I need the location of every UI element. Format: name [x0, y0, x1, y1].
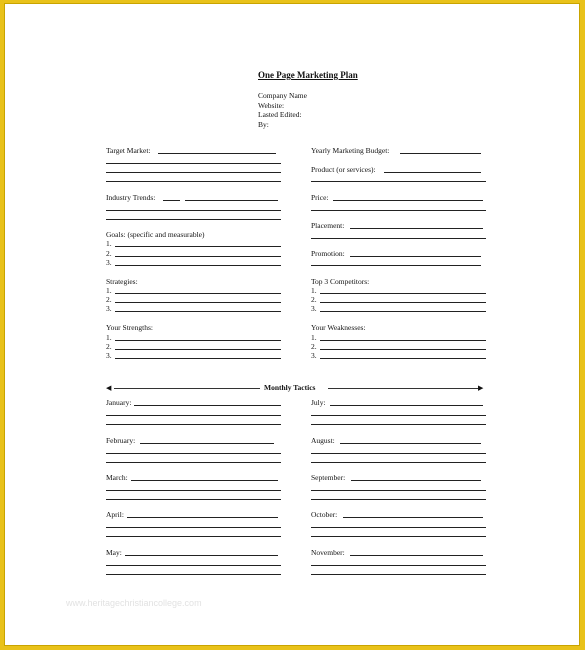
weaknesses-label: Your Weaknesses:: [311, 323, 366, 332]
strategies-line[interactable]: [115, 302, 281, 303]
month-line[interactable]: [311, 490, 486, 491]
month-line[interactable]: [340, 443, 481, 444]
strengths-line[interactable]: [115, 340, 281, 341]
strengths-number: 1.: [106, 333, 112, 342]
weaknesses-line[interactable]: [320, 340, 486, 341]
meta-website: Website:: [258, 100, 285, 110]
month-line[interactable]: [106, 565, 281, 566]
month-line[interactable]: [351, 480, 481, 481]
month-line[interactable]: [311, 499, 486, 500]
month-line[interactable]: [106, 453, 281, 454]
strengths-line[interactable]: [115, 349, 281, 350]
month-line[interactable]: [134, 405, 281, 406]
divider-rule: [328, 388, 478, 389]
arrow-left-icon: ◀: [106, 384, 112, 392]
strategies-label: Strategies:: [106, 277, 138, 286]
placement-line[interactable]: [350, 228, 483, 229]
month-label-march: March:: [106, 473, 128, 482]
product-line[interactable]: [384, 172, 481, 173]
price-line[interactable]: [311, 210, 486, 211]
promotion-label: Promotion:: [311, 249, 345, 258]
goals-line[interactable]: [115, 256, 281, 257]
meta-company: Company Name: [258, 91, 307, 100]
month-line[interactable]: [106, 574, 281, 575]
competitors-line[interactable]: [320, 293, 486, 294]
strengths-number: 3.: [106, 351, 112, 360]
competitors-label: Top 3 Competitors:: [311, 277, 370, 286]
month-label-september: September:: [311, 473, 346, 482]
product-line[interactable]: [311, 181, 486, 182]
monthly-tactics-heading: Monthly Tactics: [264, 383, 316, 392]
month-line[interactable]: [311, 415, 486, 416]
month-line[interactable]: [311, 574, 486, 575]
month-line[interactable]: [311, 527, 486, 528]
goals-number: 3.: [106, 258, 112, 267]
industry-trends-line[interactable]: [106, 210, 281, 211]
competitors-line[interactable]: [320, 302, 486, 303]
month-label-january: January:: [106, 398, 132, 407]
weaknesses-line[interactable]: [320, 358, 486, 359]
target-market-line[interactable]: [106, 181, 281, 182]
target-market-line[interactable]: [106, 163, 281, 164]
watermark: www.heritagechristiancollege.com: [66, 598, 202, 608]
strategies-line[interactable]: [115, 293, 281, 294]
goals-line[interactable]: [115, 265, 281, 266]
goals-number: 2.: [106, 249, 112, 258]
price-label: Price:: [311, 193, 329, 202]
goals-line[interactable]: [115, 246, 281, 247]
promotion-line[interactable]: [350, 256, 481, 257]
month-line[interactable]: [106, 490, 281, 491]
strategies-number: 1.: [106, 286, 112, 295]
industry-trends-line[interactable]: [185, 200, 278, 201]
month-line[interactable]: [106, 536, 281, 537]
divider-rule: [114, 388, 260, 389]
industry-trends-line[interactable]: [106, 219, 281, 220]
document-title: One Page Marketing Plan: [258, 70, 358, 80]
month-line[interactable]: [131, 480, 278, 481]
meta-block: [258, 91, 307, 129]
promotion-line[interactable]: [311, 265, 481, 266]
strengths-line[interactable]: [115, 358, 281, 359]
month-line[interactable]: [311, 536, 486, 537]
budget-line[interactable]: [400, 153, 481, 154]
month-label-july: July:: [311, 398, 326, 407]
month-line[interactable]: [311, 424, 486, 425]
month-line[interactable]: [127, 517, 278, 518]
month-line[interactable]: [311, 462, 486, 463]
weaknesses-number: 1.: [311, 333, 317, 342]
monthly-tactics-divider: [106, 383, 486, 393]
month-line[interactable]: [343, 517, 483, 518]
arrow-right-icon: ▶: [478, 384, 484, 392]
month-line[interactable]: [330, 405, 483, 406]
weaknesses-line[interactable]: [320, 349, 486, 350]
budget-label: Yearly Marketing Budget:: [311, 146, 390, 155]
month-line[interactable]: [311, 453, 486, 454]
month-label-october: October:: [311, 510, 338, 519]
month-line[interactable]: [106, 424, 281, 425]
month-line[interactable]: [140, 443, 274, 444]
month-line[interactable]: [106, 462, 281, 463]
month-label-november: November:: [311, 548, 345, 557]
strategies-number: 2.: [106, 295, 112, 304]
month-label-august: August:: [311, 436, 335, 445]
weaknesses-number: 2.: [311, 342, 317, 351]
month-label-may: May:: [106, 548, 122, 557]
weaknesses-number: 3.: [311, 351, 317, 360]
goals-number: 1.: [106, 239, 112, 248]
goals-label: Goals: (specific and measurable): [106, 230, 205, 239]
placement-line[interactable]: [311, 238, 486, 239]
meta-last-edited: Lasted Edited:: [258, 110, 302, 119]
competitors-number: 3.: [311, 304, 317, 313]
month-label-february: February:: [106, 436, 136, 445]
industry-trends-label: Industry Trends:: [106, 193, 156, 202]
month-line[interactable]: [106, 415, 281, 416]
month-label-april: April:: [106, 510, 124, 519]
meta-by: By:: [258, 119, 269, 129]
target-market-label: Target Market:: [106, 146, 151, 155]
competitors-line[interactable]: [320, 311, 486, 312]
month-line[interactable]: [350, 555, 483, 556]
strengths-label: Your Strengths:: [106, 323, 153, 332]
product-label: Product (or services):: [311, 165, 376, 174]
month-line[interactable]: [125, 555, 278, 556]
placement-label: Placement:: [311, 221, 345, 230]
target-market-line[interactable]: [106, 172, 281, 173]
month-line[interactable]: [106, 527, 281, 528]
price-line[interactable]: [333, 200, 483, 201]
strengths-number: 2.: [106, 342, 112, 351]
target-market-line[interactable]: [158, 153, 276, 154]
competitors-number: 1.: [311, 286, 317, 295]
strategies-number: 3.: [106, 304, 112, 313]
month-line[interactable]: [106, 499, 281, 500]
industry-trends-line[interactable]: [163, 200, 180, 201]
strategies-line[interactable]: [115, 311, 281, 312]
competitors-number: 2.: [311, 295, 317, 304]
month-line[interactable]: [311, 565, 486, 566]
